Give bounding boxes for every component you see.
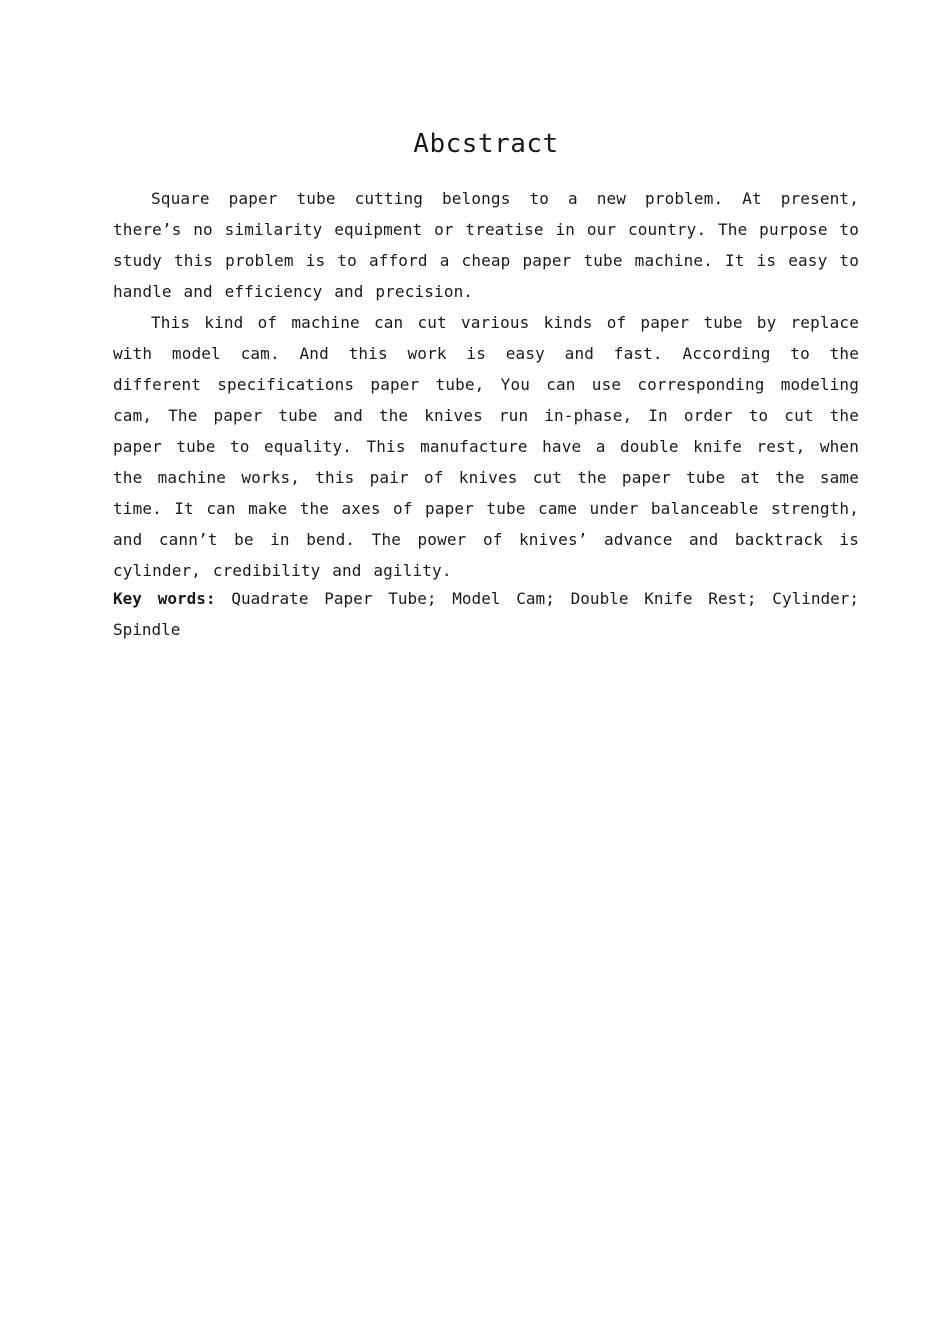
page-title: Abcstract — [413, 129, 559, 159]
keywords-section — [113, 583, 859, 645]
abstract-paragraph-1: Square paper tube cutting belongs to a new problem. At present, there’s no similarity equipment or treatise in our country. The purpose to study this problem is to afford a cheap paper tube machine. It is easy to handle and efficiency and precision. — [113, 189, 859, 301]
abstract-body — [113, 183, 859, 586]
keywords-list: Quadrate Paper Tube; Model Cam; Double Knife Rest; Cylinder; Spindle — [113, 589, 860, 639]
abstract-paragraph-2: This kind of machine can cut various kinds of paper tube by replace with model cam. And this work is easy and fast. According to the different specifications paper tube, You can use corresponding modeling cam, The paper tube and the knives run in-phase, In order to cut the paper tube to equality. This manufacture have a double knife rest, when the machine works, this pair of knives cut the paper tube at the same time. It can make the axes of paper tube came under balanceable strength, and cann’t be in bend. The power of knives’ advance and backtrack is cylinder, credibility and agility. — [113, 313, 859, 580]
keywords-label: Key words: — [113, 589, 216, 608]
